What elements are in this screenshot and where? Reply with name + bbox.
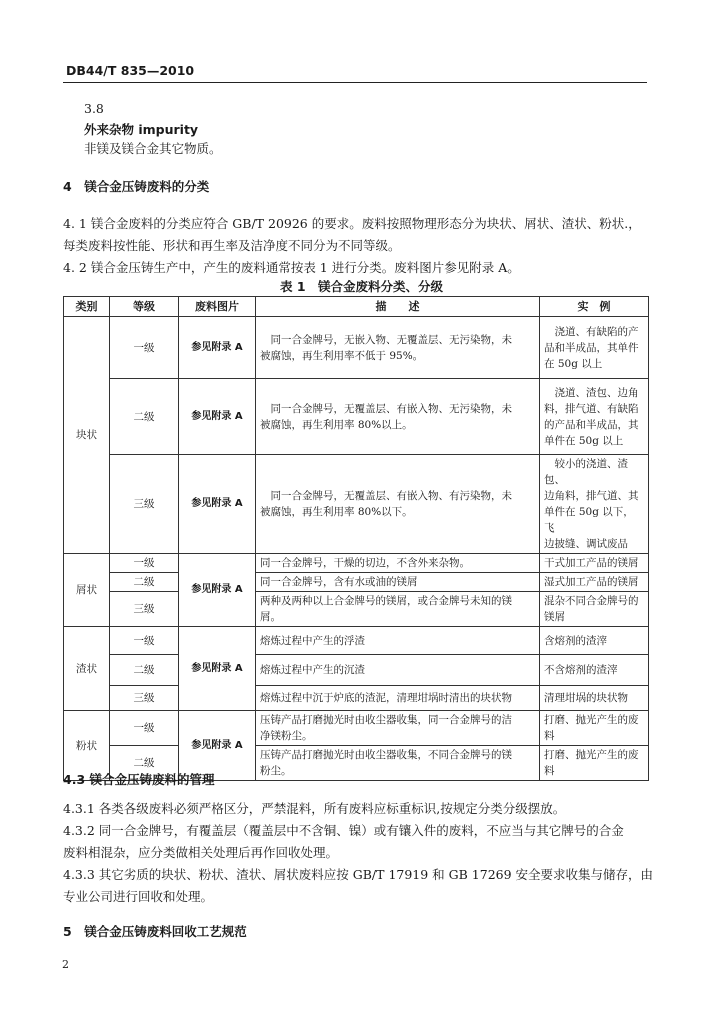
- col-header-grade: 等级: [110, 297, 179, 317]
- table-row: [64, 554, 649, 573]
- para-4-3-3-line2: 专业公司进行回收和处理。: [63, 889, 214, 904]
- description-cell: 压铸产品打磨抛光时由收尘器收集，同一合金牌号的洁 净镁粉尘。: [256, 711, 540, 746]
- para-4-3-3-line1: 4.3.3 其它劣质的块状、粉状、渣状、屑状废料应按 GB/T 17919 和 GB 17269 安全要求收集与储存，由: [63, 867, 654, 882]
- para-4-1-line2: 每类废料按性能、形状和再生率及洁净度不同分为不同等级。: [63, 238, 401, 253]
- table-row: [64, 655, 649, 686]
- table-row: [64, 627, 649, 655]
- col-header-category: 类别: [64, 297, 110, 317]
- term-impurity: 外来杂物 impurity: [84, 122, 199, 137]
- para-4-3-2-line2: 废料相混杂，应分类做相关处理后再作回收处理。: [63, 845, 339, 860]
- picture-ref: 参见附录 A: [179, 711, 256, 781]
- grade-cell: 三级: [110, 592, 179, 627]
- category-dross: 渣状: [64, 627, 110, 711]
- table-row: [64, 379, 649, 455]
- header-rule: [63, 82, 647, 83]
- table-row: [64, 711, 649, 746]
- description-cell: 压铸产品打磨抛光时由收尘器收集，不同合金牌号的镁 粉尘。: [256, 746, 540, 781]
- section-5-title: 5 镁合金压铸废料回收工艺规范: [63, 924, 247, 939]
- description-cell: 熔炼过程中产生的沉渣: [256, 655, 540, 686]
- example-cell: 浇道、有缺陷的产 品和半成品，其单件 在 50g 以上: [540, 317, 649, 379]
- example-cell: 干式加工产品的镁屑: [540, 554, 649, 573]
- category-powder: 粉状: [64, 711, 110, 781]
- term-definition: 非镁及镁合金其它物质。: [84, 141, 222, 156]
- section-3-8-number: 3.8: [84, 101, 104, 116]
- description-cell: 同一合金牌号，无嵌入物、无覆盖层、无污染物，未 被腐蚀，再生利用率不低于 95%。: [256, 317, 540, 379]
- table-caption: 表 1 镁合金废料分类、分级: [280, 279, 444, 294]
- category-bulk: 块状: [64, 317, 110, 554]
- picture-ref: 参见附录 A: [179, 379, 256, 455]
- table-row: [64, 455, 649, 554]
- table-row: [64, 686, 649, 711]
- para-4-3-2-line1: 4.3.2 同一合金牌号，有覆盖层（覆盖层中不含铜、镍）或有镶入件的废料，不应当与其它牌号的合金: [63, 823, 624, 838]
- grade-cell: 二级: [110, 655, 179, 686]
- example-cell: 较小的浇道、渣包、 边角料，排气道、其 单件在 50g 以下，飞 边披缝、调试废品: [540, 455, 649, 554]
- grade-cell: 二级: [110, 746, 179, 781]
- example-cell: 混杂不同合金牌号的 镁屑: [540, 592, 649, 627]
- table-row: [64, 592, 649, 627]
- para-4-2: 4. 2 镁合金压铸生产中，产生的废料通常按表 1 进行分类。废料图片参见附录 A。: [63, 260, 520, 275]
- table-header-row: [64, 297, 649, 317]
- table-row: [64, 573, 649, 592]
- grade-cell: 二级: [110, 379, 179, 455]
- picture-ref: 参见附录 A: [179, 627, 256, 711]
- example-cell: 打磨、抛光产生的废 料: [540, 746, 649, 781]
- table-row: [64, 317, 649, 379]
- picture-ref: 参见附录 A: [179, 554, 256, 627]
- grade-cell: 一级: [110, 554, 179, 573]
- grade-cell: 一级: [110, 627, 179, 655]
- example-cell: 打磨、抛光产生的废 料: [540, 711, 649, 746]
- para-4-1-line1: 4. 1 镁合金废料的分类应符合 GB/T 20926 的要求。废料按照物理形态分为块状、屑状、渣状、粉状.，: [63, 216, 641, 231]
- description-cell: 熔炼过程中沉于炉底的渣泥，清理坩埚时清出的块状物: [256, 686, 540, 711]
- col-header-description: 描 述: [256, 297, 540, 317]
- picture-ref: 参见附录 A: [179, 455, 256, 554]
- description-cell: 同一合金牌号，无覆盖层、有嵌入物、有污染物，未 被腐蚀，再生利用率 80%以下。: [256, 455, 540, 554]
- para-4-3-1: 4.3.1 各类各级废料必须严格区分，严禁混料，所有废料应标重标识,按规定分类分级摆放。: [63, 801, 566, 816]
- description-cell: 熔炼过程中产生的浮渣: [256, 627, 540, 655]
- description-cell: 同一合金牌号，无覆盖层、有嵌入物、无污染物，未 被腐蚀，再生利用率 80%以上。: [256, 379, 540, 455]
- col-header-example: 实 例: [540, 297, 649, 317]
- example-cell: 不含熔剂的渣滓: [540, 655, 649, 686]
- example-cell: 含熔剂的渣滓: [540, 627, 649, 655]
- example-cell: 浇道、渣包、边角 料，排气道、有缺陷 的产品和半成品，其 单件在 50g 以上: [540, 379, 649, 455]
- grade-cell: 三级: [110, 686, 179, 711]
- page-number: 2: [62, 958, 69, 971]
- description-cell: 两种及两种以上合金牌号的镁屑，或合金牌号未知的镁 屑。: [256, 592, 540, 627]
- standard-code-header: DB44/T 835—2010: [66, 63, 195, 78]
- picture-ref: 参见附录 A: [179, 317, 256, 379]
- section-4-3-title: 4.3 镁合金压铸废料的管理: [63, 772, 215, 787]
- col-header-picture: 废料图片: [179, 297, 256, 317]
- grade-cell: 二级: [110, 573, 179, 592]
- section-4-title: 4 镁合金压铸废料的分类: [63, 179, 210, 194]
- example-cell: 湿式加工产品的镁屑: [540, 573, 649, 592]
- description-cell: 同一合金牌号，干燥的切边，不含外来杂物。: [256, 554, 540, 573]
- grade-cell: 三级: [110, 455, 179, 554]
- grade-cell: 一级: [110, 317, 179, 379]
- waste-classification-table: [63, 296, 649, 781]
- example-cell: 清理坩埚的块状物: [540, 686, 649, 711]
- description-cell: 同一合金牌号，含有水或油的镁屑: [256, 573, 540, 592]
- category-chips: 屑状: [64, 554, 110, 627]
- grade-cell: 一级: [110, 711, 179, 746]
